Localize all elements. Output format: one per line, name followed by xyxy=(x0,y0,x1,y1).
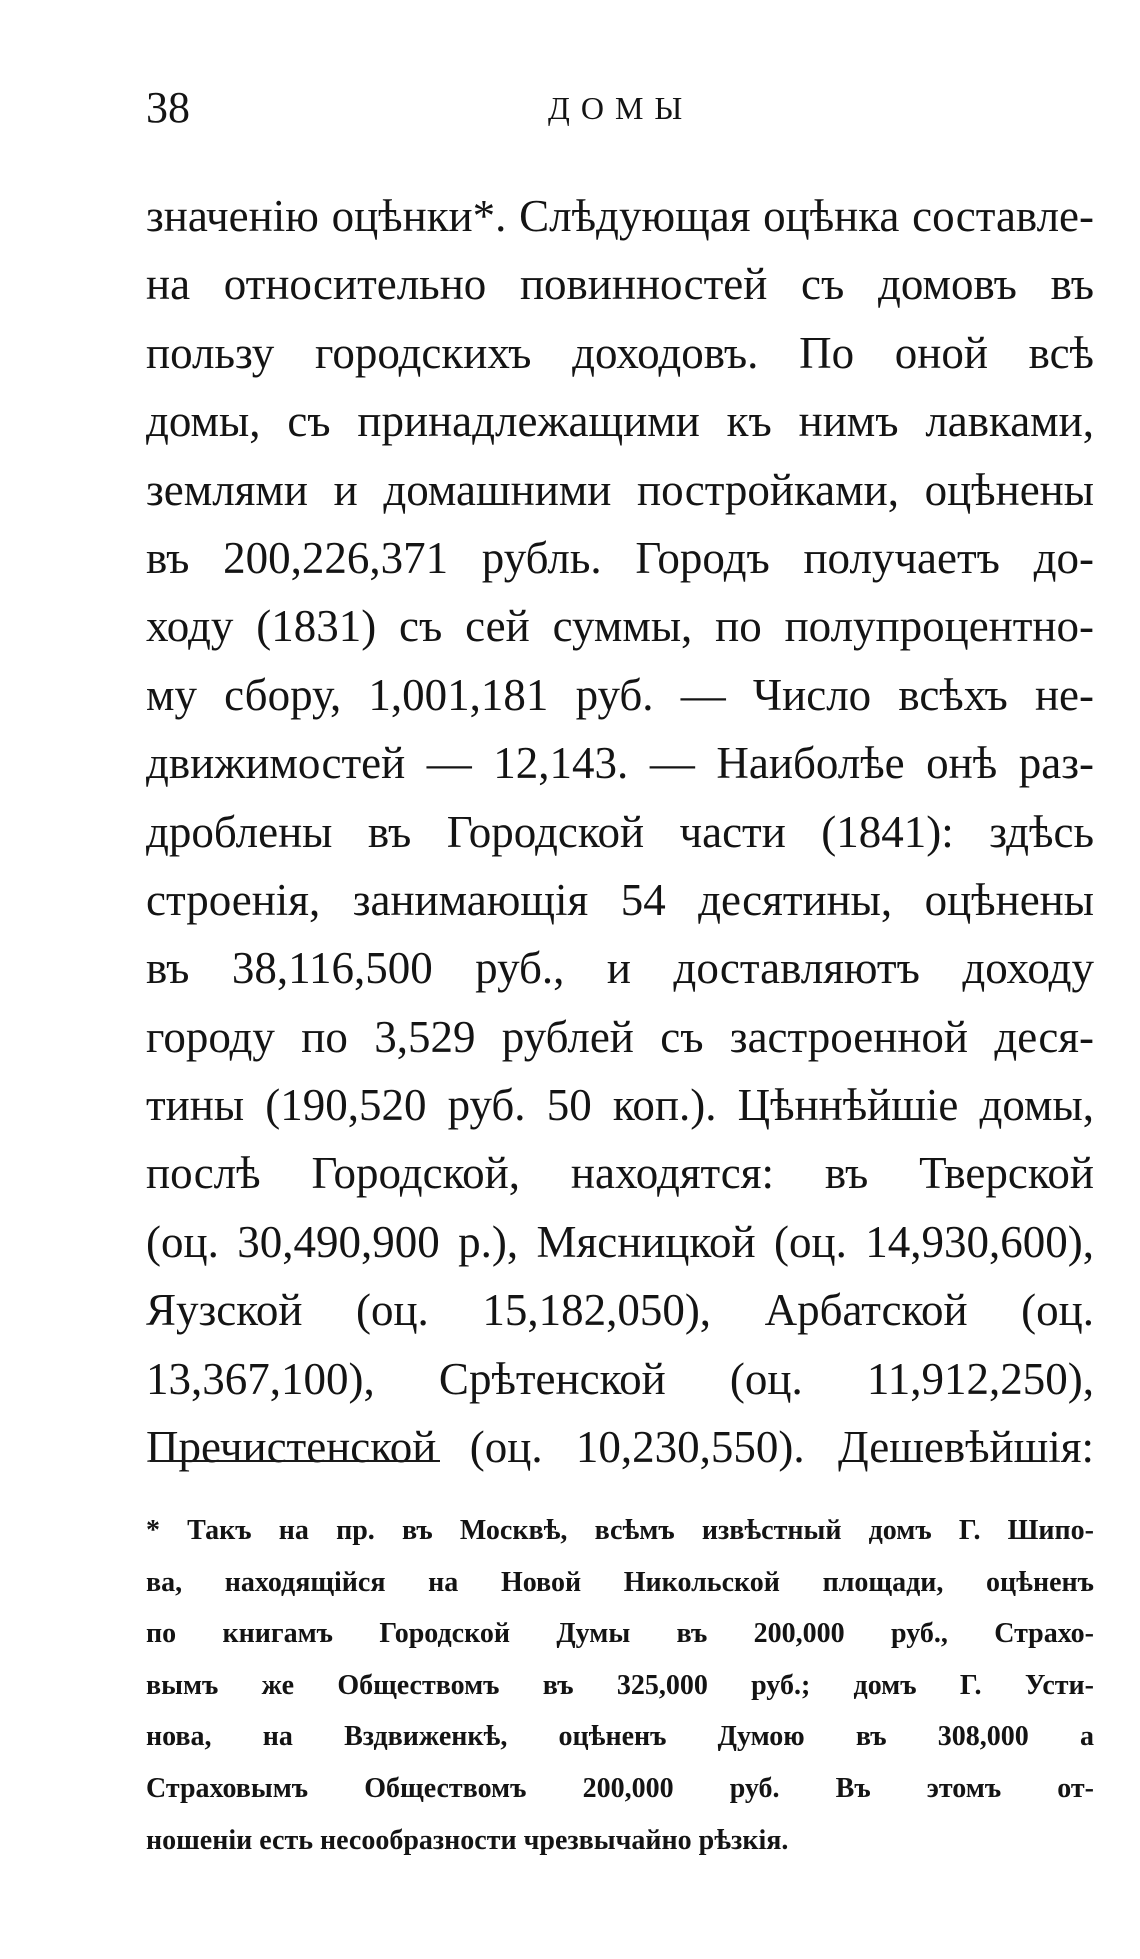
footnote-line: ношеніи есть несообразности чрезвычайно рѣзкія. xyxy=(146,1824,789,1856)
text-line: (оц. 30,490,900 р.), Мясницкой (оц. 14,930,600), xyxy=(146,1216,1094,1267)
text-line: городу по 3,529 рублей съ застроенной деся- xyxy=(146,1011,1094,1062)
footnote-line: Страховымъ Обществомъ 200,000 руб. Въ этомъ от- xyxy=(146,1772,1094,1804)
text-line: пользу городскихъ доходовъ. По оной всѣ xyxy=(146,327,1094,378)
footnote-line: нова, на Вздвиженкѣ, оцѣненъ Думою въ 308,000 а xyxy=(146,1721,1094,1753)
footnote-line: вымъ же Обществомъ въ 325,000 руб.; домъ Г. Усти- xyxy=(146,1669,1094,1701)
text-line: Яузской (оц. 15,182,050), Арбатской (оц. xyxy=(146,1285,1094,1336)
text-line: домы, съ принадлежащими къ нимъ лавками, xyxy=(146,396,1094,447)
page-header xyxy=(0,78,1140,138)
text-line: въ 38,116,500 руб., и доставляютъ доходу xyxy=(146,943,1094,994)
footnote-line: ва, находящійся на Новой Никольской площади, оцѣненъ xyxy=(146,1566,1094,1598)
text-line: послѣ Городской, находятся: въ Тверской xyxy=(146,1148,1094,1199)
text-line: строенія, занимающія 54 десятины, оцѣнены xyxy=(146,874,1094,925)
text-line: значенію оцѣнки*. Слѣдующая оцѣнка составле- xyxy=(146,191,1094,241)
text-line: на относительно повинностей съ домовъ въ xyxy=(146,259,1094,310)
text-line: Пречистенской (оц. 10,230,550). Дешевѣйшія: xyxy=(146,1422,1094,1473)
text-line: 13,367,100), Срѣтенской (оц. 11,912,250), xyxy=(146,1353,1094,1404)
text-line: му сбору, 1,001,181 руб. — Число всѣхъ не- xyxy=(146,669,1094,720)
text-line: землями и домашними постройками, оцѣнены xyxy=(146,464,1094,515)
footnote-divider xyxy=(150,1460,440,1462)
text-line: дроблены въ Городской части (1841): здѣсь xyxy=(146,806,1094,857)
text-line: ходу (1831) съ сей суммы, по полупроцентно- xyxy=(146,601,1094,652)
body-text xyxy=(146,182,1094,1481)
running-head: ДОМЫ xyxy=(548,90,694,126)
page-number: 38 xyxy=(146,83,190,132)
footnote-line: по книгамъ Городской Думы въ 200,000 руб., Страхо- xyxy=(146,1618,1094,1650)
text-line: движимостей — 12,143. — Наиболѣе онѣ раз- xyxy=(146,738,1094,789)
text-line: въ 200,226,371 рубль. Городъ получаетъ до- xyxy=(146,532,1094,583)
footnote xyxy=(146,1505,1094,1866)
text-line: тины (190,520 руб. 50 коп.). Цѣннѣйшіе домы, xyxy=(146,1080,1094,1131)
footnote-line: * Такъ на пр. въ Москвѣ, всѣмъ извѣстный домъ Г. Шипо- xyxy=(146,1515,1094,1546)
